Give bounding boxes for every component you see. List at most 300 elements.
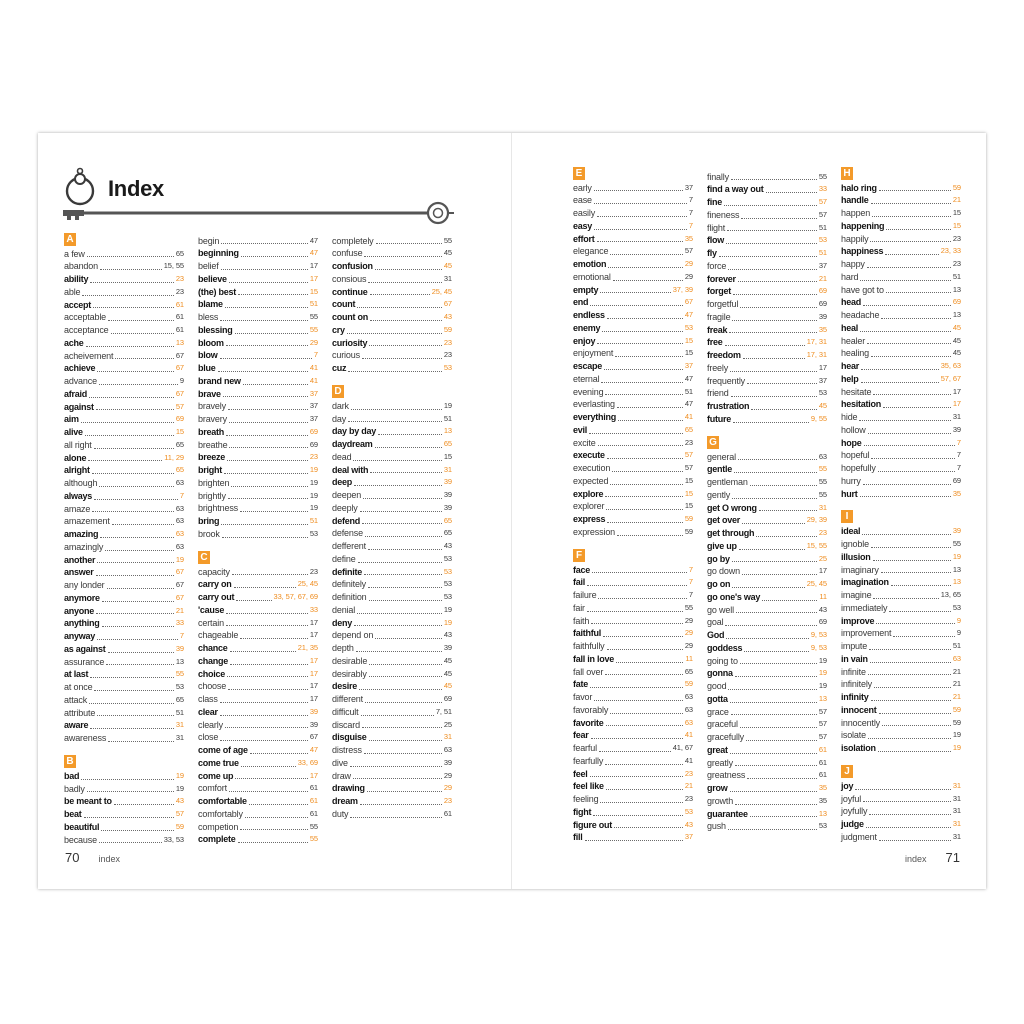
index-entry — [332, 731, 452, 744]
entry-page-numbers: 55 — [818, 464, 827, 474]
dotted-leader — [882, 725, 951, 726]
entry-term: escape — [573, 361, 603, 371]
entry-term: failure — [573, 590, 597, 600]
dotted-leader — [114, 804, 174, 805]
dotted-leader — [618, 420, 683, 421]
dotted-leader — [735, 676, 817, 677]
dotted-leader — [874, 687, 951, 688]
dotted-leader — [604, 369, 683, 370]
dotted-leader — [97, 639, 178, 640]
dotted-leader — [362, 727, 442, 728]
index-entry — [64, 834, 184, 847]
index-entry — [841, 615, 961, 628]
dotted-leader — [610, 713, 683, 714]
entry-term: beat — [64, 809, 82, 819]
dotted-leader — [360, 804, 442, 805]
dotted-leader — [868, 674, 951, 675]
entry-term: define — [332, 553, 356, 564]
dotted-leader — [99, 842, 162, 843]
entry-term: general — [707, 451, 736, 462]
index-entry — [707, 769, 827, 782]
dotted-leader — [376, 243, 442, 244]
dotted-leader — [96, 575, 174, 576]
entry-page-numbers: 67 — [175, 580, 184, 589]
dotted-leader — [85, 435, 174, 436]
index-entry — [707, 298, 827, 311]
index-entry — [198, 388, 318, 401]
index-entry — [198, 464, 318, 477]
entry-term: fate — [573, 679, 589, 690]
index-entry — [573, 640, 693, 653]
entry-page-numbers: 13 — [952, 577, 961, 587]
dotted-leader — [860, 331, 951, 332]
entry-page-numbers: 51 — [684, 386, 693, 396]
index-entry — [841, 437, 961, 450]
dotted-leader — [223, 396, 308, 397]
dotted-leader — [108, 320, 174, 321]
entry-page-numbers: 41, 67 — [672, 743, 693, 752]
entry-term: get over — [707, 515, 741, 526]
index-column — [841, 167, 961, 844]
entry-page-numbers: 21 — [684, 781, 693, 791]
dotted-leader — [587, 611, 683, 612]
entry-term: fragile — [707, 311, 731, 322]
dotted-leader — [756, 536, 817, 537]
dotted-leader — [102, 601, 174, 602]
entry-page-numbers: 25, 45 — [297, 579, 318, 589]
entry-page-numbers: 39 — [175, 643, 184, 653]
index-entry — [573, 768, 693, 781]
entry-page-numbers: 39 — [443, 490, 452, 499]
dotted-leader — [863, 801, 951, 802]
index-entry — [573, 666, 693, 679]
entry-page-numbers: 47 — [684, 310, 693, 319]
entry-term: easy — [573, 220, 593, 231]
entry-term: come up — [198, 770, 234, 781]
index-entry — [707, 731, 827, 744]
entry-page-numbers: 23 — [684, 437, 693, 447]
entry-page-numbers: 23 — [952, 233, 961, 243]
dotted-leader — [368, 587, 442, 588]
dotted-leader — [368, 549, 442, 550]
index-entry — [707, 540, 827, 553]
index-entry — [332, 349, 452, 362]
entry-page-numbers: 13 — [175, 656, 184, 666]
page-footer — [905, 850, 960, 865]
index-entry — [573, 691, 693, 704]
entry-term: fall over — [573, 666, 604, 677]
dotted-leader — [224, 473, 308, 474]
running-head: index — [905, 854, 927, 864]
dotted-leader — [603, 636, 683, 637]
entry-page-numbers: 17 — [952, 399, 961, 409]
entry-term: brightness — [198, 503, 239, 514]
entry-term: advance — [64, 376, 97, 386]
entry-page-numbers: 63 — [443, 745, 452, 754]
entry-term: fail — [573, 577, 586, 588]
entry-page-numbers: 63 — [684, 717, 693, 727]
index-entry — [332, 362, 452, 375]
dotted-leader — [861, 369, 939, 370]
entry-page-numbers: 15 — [952, 208, 961, 217]
entry-page-numbers: 17 — [309, 261, 318, 270]
entry-page-numbers: 57, 67 — [940, 373, 961, 383]
index-entry — [707, 795, 827, 808]
index-entry — [573, 449, 693, 462]
dotted-leader — [353, 778, 442, 779]
entry-term: deep — [332, 477, 353, 488]
index-entry — [64, 311, 184, 324]
index-section — [707, 171, 827, 426]
dotted-leader — [81, 422, 174, 423]
entry-page-numbers: 17 — [309, 617, 318, 627]
dotted-leader — [860, 280, 950, 281]
dotted-leader — [751, 409, 817, 410]
index-entry — [198, 286, 318, 299]
entry-term: gracefully — [707, 732, 745, 742]
index-entry — [198, 604, 318, 617]
entry-term: judgment — [841, 831, 877, 842]
dotted-leader — [92, 473, 174, 474]
entry-term: chageable — [198, 630, 239, 641]
index-entry — [707, 273, 827, 286]
index-entry — [573, 602, 693, 615]
dotted-leader — [600, 802, 682, 803]
index-entry — [573, 806, 693, 819]
entry-term: ideal — [841, 526, 861, 537]
entry-term: head — [841, 297, 862, 308]
index-entry — [573, 729, 693, 742]
index-entry — [332, 476, 452, 489]
dotted-leader — [730, 702, 817, 703]
entry-term: complete — [198, 834, 236, 845]
index-entry — [64, 617, 184, 630]
page-footer — [65, 850, 120, 865]
index-entry — [64, 694, 184, 707]
dotted-leader — [869, 649, 951, 650]
entry-term: achieve — [64, 363, 96, 374]
entry-page-numbers: 65 — [175, 439, 184, 449]
index-entry — [64, 286, 184, 299]
entry-term: greatly — [707, 757, 733, 768]
entry-term: close — [198, 732, 219, 743]
entry-page-numbers: 45 — [952, 322, 961, 332]
entry-term: come true — [198, 757, 239, 768]
index-entry — [332, 782, 452, 795]
index-section — [198, 551, 318, 847]
entry-page-numbers: 45 — [443, 248, 452, 258]
entry-term: deal with — [332, 464, 369, 475]
index-entry — [64, 656, 184, 669]
entry-term: good — [707, 681, 727, 691]
entry-term: hope — [841, 437, 862, 448]
dotted-leader — [612, 471, 683, 472]
entry-term: discard — [332, 719, 360, 730]
entry-page-numbers: 61 — [309, 796, 318, 805]
dotted-leader — [747, 778, 817, 779]
dotted-leader — [727, 230, 817, 231]
entry-page-numbers: 17 — [818, 362, 827, 372]
dotted-leader — [363, 498, 442, 499]
dotted-leader — [368, 282, 442, 283]
dotted-leader — [726, 638, 809, 639]
entry-page-numbers: 51 — [309, 299, 318, 309]
entry-page-numbers: 41 — [309, 375, 318, 385]
entry-term: enemy — [573, 322, 601, 333]
entry-term: bring — [198, 516, 220, 526]
entry-term: gush — [707, 821, 726, 832]
entry-term: blue — [198, 363, 216, 373]
index-entry — [707, 362, 827, 375]
dotted-leader — [879, 713, 951, 714]
index-entry — [573, 258, 693, 271]
dotted-leader — [744, 651, 809, 652]
entry-page-numbers: 29 — [684, 615, 693, 625]
entry-term: be meant to — [64, 796, 112, 807]
index-entry — [573, 398, 693, 411]
entry-term: drawing — [332, 783, 365, 794]
dotted-leader — [101, 830, 174, 831]
right-page — [512, 133, 986, 889]
index-entry — [841, 398, 961, 411]
entry-page-numbers: 19 — [443, 617, 452, 627]
dotted-leader — [357, 613, 442, 614]
entry-page-numbers: 7 — [956, 450, 961, 460]
entry-term: afraid — [64, 388, 88, 399]
dotted-leader — [353, 460, 441, 461]
entry-term: innocent — [841, 704, 877, 715]
dotted-leader — [606, 789, 683, 790]
dotted-leader — [735, 804, 817, 805]
index-entry — [64, 413, 184, 426]
entry-term: anymore — [64, 592, 100, 603]
index-section — [332, 385, 452, 821]
entry-page-numbers: 53 — [175, 682, 184, 691]
index-entry — [64, 707, 184, 720]
entry-term: duty — [332, 808, 349, 819]
entry-page-numbers: 19 — [309, 503, 318, 513]
index-entry — [573, 742, 693, 755]
entry-term: bravery — [198, 414, 227, 424]
dotted-leader — [743, 358, 805, 359]
entry-page-numbers: 33, 69 — [297, 757, 318, 767]
entry-page-numbers: 41 — [684, 730, 693, 740]
entry-term: confusion — [332, 261, 373, 271]
index-entry — [332, 400, 452, 413]
entry-page-numbers: 45 — [443, 668, 452, 678]
index-entry — [198, 235, 318, 248]
index-entry — [573, 245, 693, 258]
index-entry — [841, 488, 961, 501]
entry-page-numbers: 45 — [952, 348, 961, 358]
entry-page-numbers: 53 — [818, 235, 827, 245]
index-entry — [841, 284, 961, 297]
dotted-leader — [871, 356, 951, 357]
entry-term: deepen — [332, 490, 362, 500]
entry-term: desirable — [332, 655, 368, 666]
index-entry — [707, 196, 827, 209]
index-entry — [64, 452, 184, 465]
entry-page-numbers: 67 — [175, 388, 184, 398]
index-entry — [573, 271, 693, 284]
index-entry — [573, 780, 693, 793]
dotted-leader — [605, 674, 683, 675]
dotted-leader — [97, 562, 174, 563]
entry-page-numbers: 61 — [818, 757, 827, 767]
dotted-leader — [220, 740, 308, 741]
index-entry — [198, 375, 318, 388]
index-entry — [332, 451, 452, 464]
entry-page-numbers: 53 — [818, 388, 827, 398]
index-entry — [332, 502, 452, 515]
index-entry — [573, 755, 693, 768]
entry-term: God — [707, 630, 725, 640]
index-entry — [64, 362, 184, 375]
index-entry — [841, 373, 961, 386]
entry-page-numbers: 23 — [443, 350, 452, 360]
index-entry — [64, 630, 184, 643]
index-entry — [332, 680, 452, 693]
entry-page-numbers: 17, 31 — [806, 337, 827, 347]
entry-term: dead — [332, 451, 352, 462]
entry-page-numbers: 47 — [309, 235, 318, 245]
entry-term: happiness — [841, 246, 884, 257]
entry-term: curiosity — [332, 337, 368, 348]
index-entry — [64, 490, 184, 503]
entry-page-numbers: 59 — [175, 821, 184, 831]
entry-term: goddess — [707, 642, 743, 653]
entry-term: great — [707, 744, 728, 755]
index-entry — [198, 731, 318, 744]
index-entry — [198, 566, 318, 579]
entry-term: brook — [198, 528, 220, 539]
dotted-leader — [885, 254, 938, 255]
entry-term: answer — [64, 567, 94, 578]
index-entry — [198, 502, 318, 515]
index-entry — [198, 693, 318, 706]
index-entry — [707, 349, 827, 362]
entry-page-numbers: 65 — [684, 666, 693, 676]
entry-term: amazement — [64, 516, 110, 527]
index-entry — [707, 808, 827, 821]
entry-page-numbers: 41 — [309, 363, 318, 372]
entry-term: deeply — [332, 502, 358, 513]
entry-page-numbers: 31 — [175, 720, 184, 730]
entry-term: everlasting — [573, 399, 615, 410]
entry-page-numbers: 9 — [179, 376, 184, 385]
entry-term: frequently — [707, 375, 746, 386]
dotted-leader — [867, 343, 951, 344]
dotted-leader — [725, 625, 816, 626]
entry-page-numbers: 37 — [684, 182, 693, 192]
dotted-leader — [86, 346, 174, 347]
index-entry — [64, 808, 184, 821]
entry-page-numbers: 21 — [952, 679, 961, 689]
dotted-leader — [362, 523, 442, 524]
index-entry — [707, 476, 827, 489]
key-rule-icon — [60, 200, 460, 226]
entry-term: faith — [573, 615, 590, 626]
entry-term: belief — [198, 261, 219, 271]
entry-page-numbers: 57 — [684, 450, 693, 460]
dotted-leader — [89, 703, 174, 704]
dotted-leader — [872, 216, 951, 217]
entry-page-numbers: 53 — [443, 566, 452, 576]
dotted-leader — [731, 179, 817, 180]
entry-term: guarantee — [707, 808, 748, 819]
entry-page-numbers: 33 — [818, 184, 827, 194]
index-entry — [198, 337, 318, 350]
index-section — [707, 436, 827, 834]
entry-page-numbers: 61 — [818, 770, 827, 780]
index-entry — [841, 691, 961, 704]
entry-page-numbers: 65 — [443, 439, 452, 448]
dotted-leader — [731, 714, 817, 715]
index-entry — [841, 564, 961, 577]
index-entry — [573, 220, 693, 233]
dotted-leader — [359, 689, 442, 690]
index-entry — [841, 831, 961, 844]
dotted-leader — [868, 738, 951, 739]
dotted-leader — [736, 612, 817, 613]
index-entry — [573, 386, 693, 399]
index-entry — [332, 247, 452, 260]
entry-page-numbers: 67 — [175, 567, 184, 577]
index-entry — [332, 286, 452, 299]
index-entry — [198, 680, 318, 693]
entry-term: believe — [198, 273, 227, 284]
entry-term: accept — [64, 299, 92, 310]
index-entry — [332, 260, 452, 273]
entry-term: handle — [841, 195, 869, 206]
index-entry — [64, 375, 184, 388]
entry-term: depth — [332, 643, 354, 653]
dotted-leader — [347, 333, 442, 334]
book-spread — [38, 133, 986, 889]
dotted-leader — [236, 600, 271, 601]
entry-term: isolate — [841, 730, 866, 741]
entry-term: breathe — [198, 439, 228, 450]
dotted-leader — [601, 382, 682, 383]
index-entry — [707, 782, 827, 795]
index-entry — [841, 411, 961, 424]
index-entry — [198, 808, 318, 821]
entry-term: aware — [64, 720, 89, 731]
entry-page-numbers: 23, 33 — [940, 246, 961, 256]
dotted-leader — [364, 753, 442, 754]
dotted-leader — [228, 689, 308, 690]
entry-page-numbers: 29 — [309, 337, 318, 347]
entry-page-numbers: 17 — [309, 655, 318, 665]
dotted-leader — [615, 356, 683, 357]
entry-page-numbers: 39 — [443, 502, 452, 512]
dotted-leader — [759, 510, 817, 511]
index-entry — [332, 795, 452, 808]
index-entry — [707, 629, 827, 642]
index-column — [64, 233, 184, 847]
entry-page-numbers: 59 — [684, 679, 693, 689]
dotted-leader — [89, 397, 174, 398]
dotted-leader — [100, 269, 162, 270]
entry-page-numbers: 31 — [443, 732, 452, 742]
dotted-leader — [356, 651, 442, 652]
index-section — [841, 167, 961, 501]
dotted-leader — [350, 766, 442, 767]
dotted-leader — [867, 267, 951, 268]
dotted-leader — [105, 550, 174, 551]
dotted-leader — [220, 358, 312, 359]
index-entry — [707, 336, 827, 349]
